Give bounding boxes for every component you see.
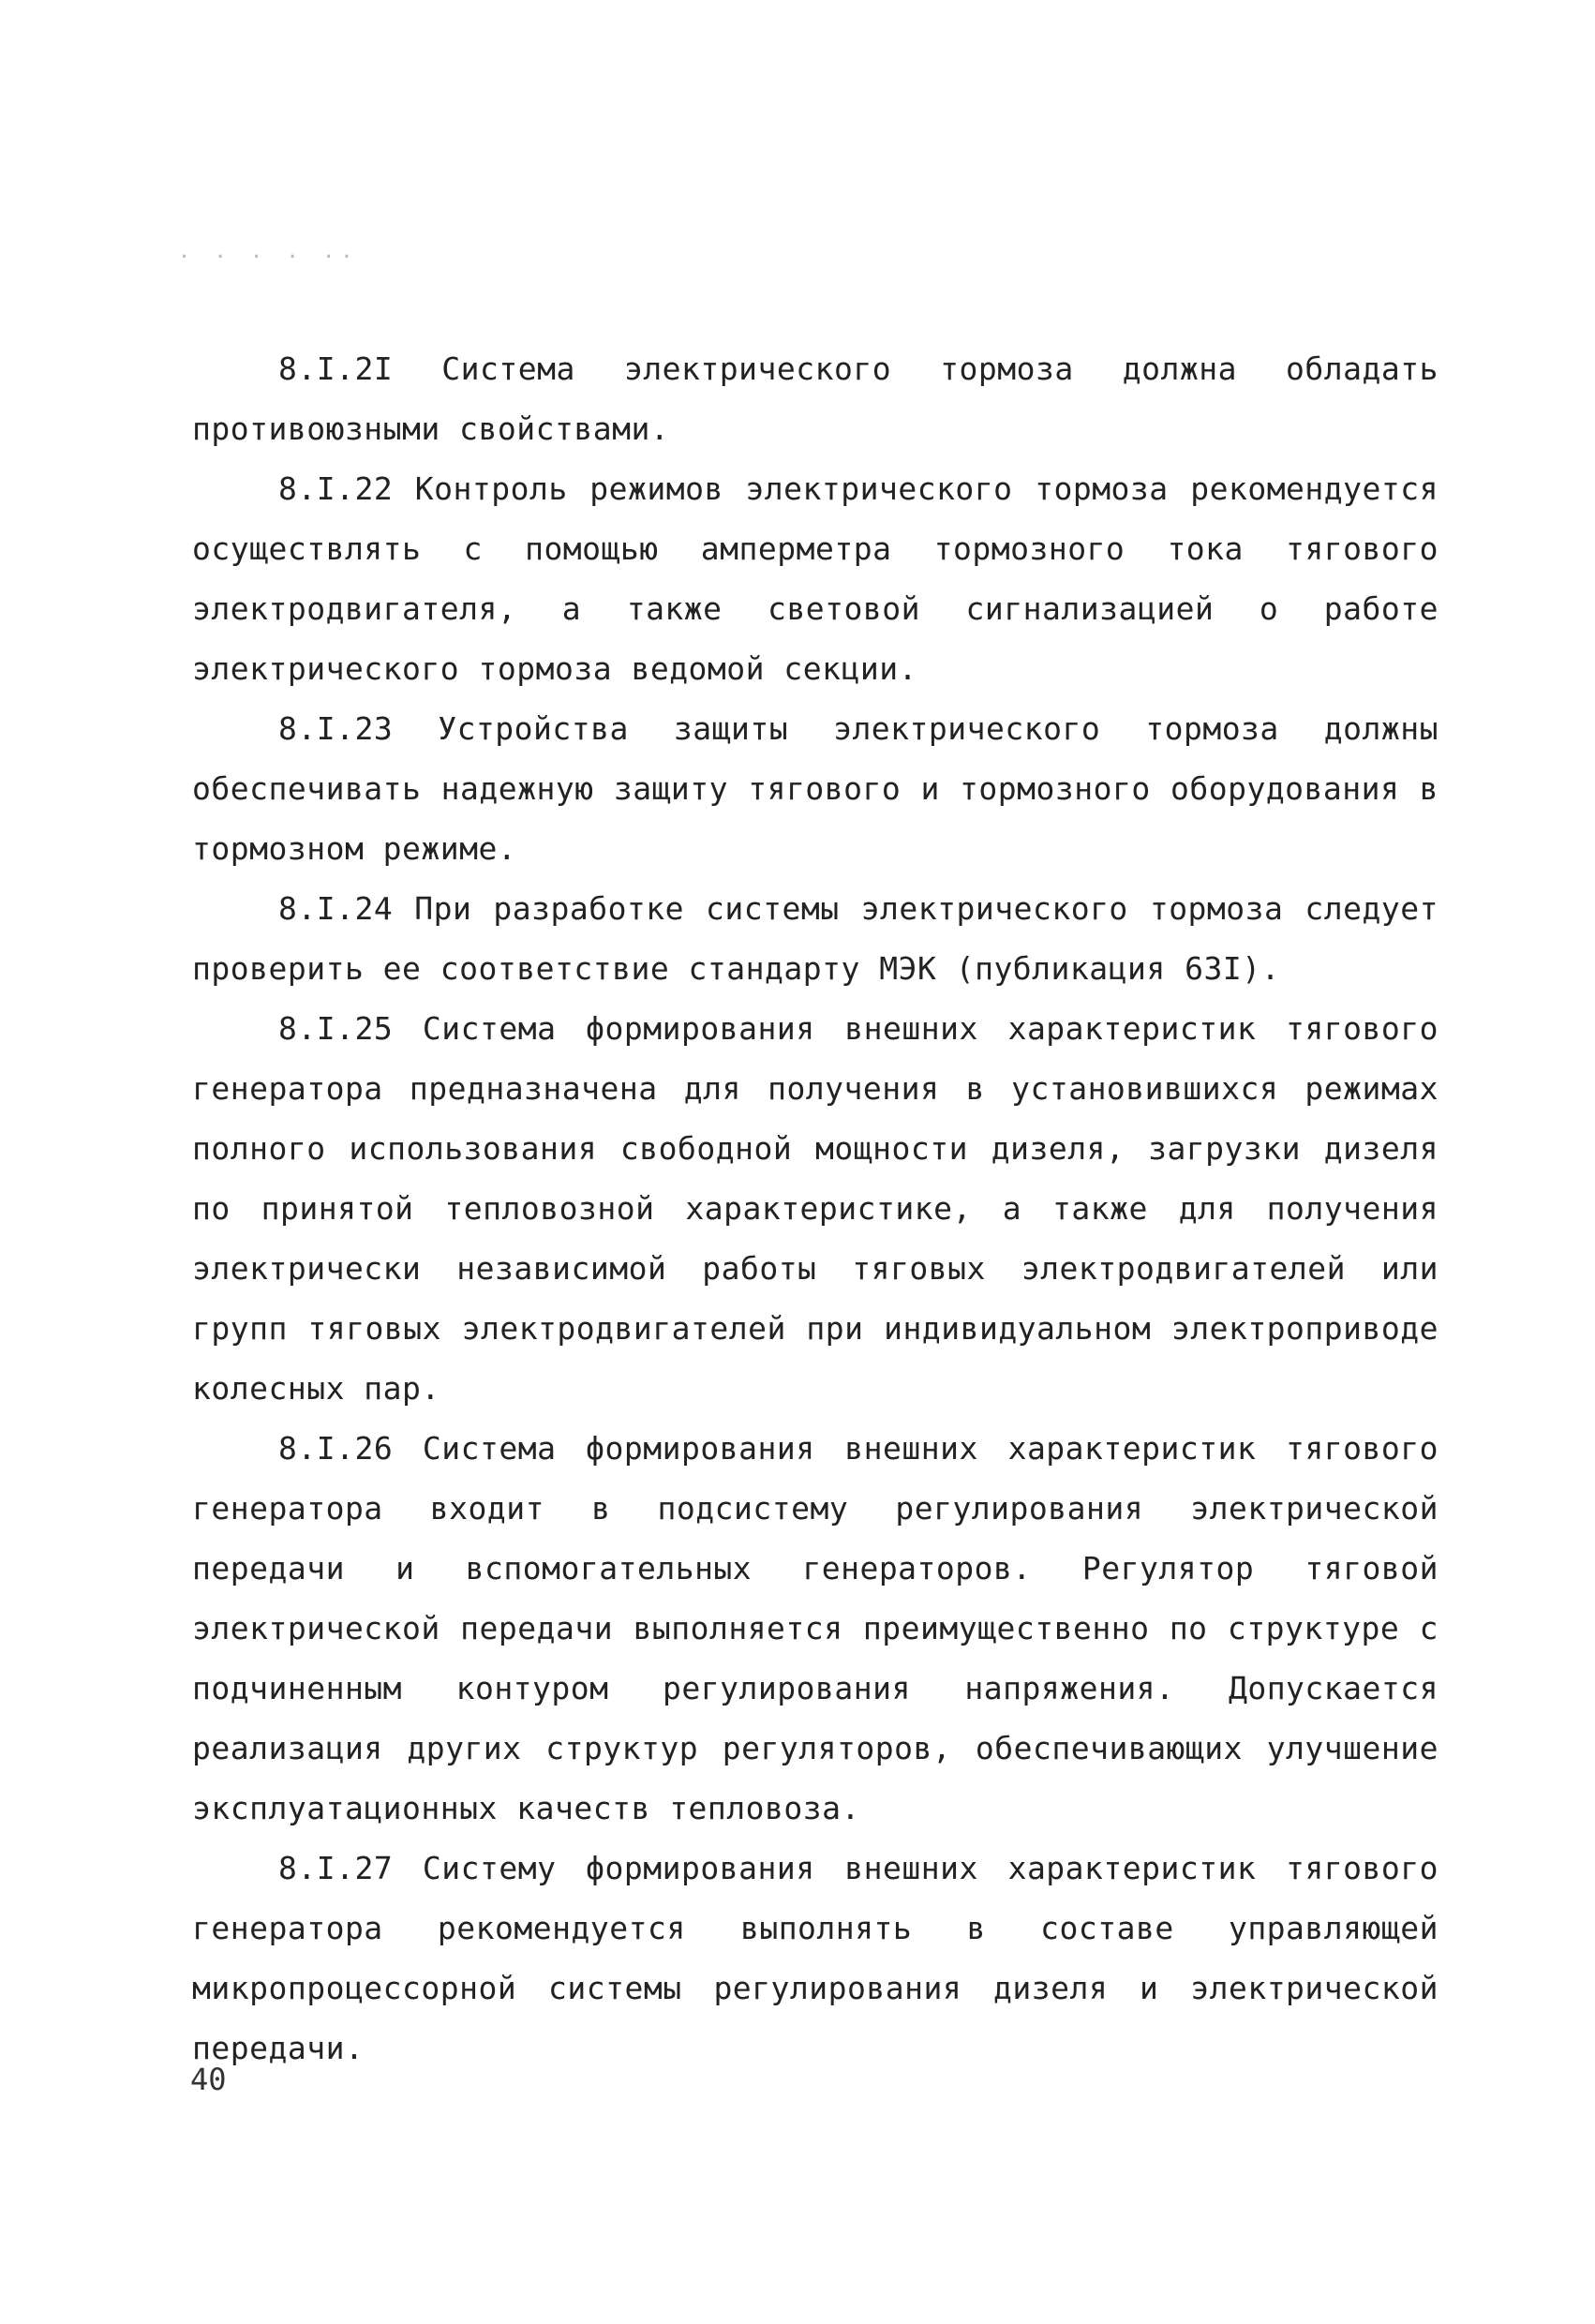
paragraph-8-1-27: 8.I.27 Систему формирования внешних характеристик тягового генератора рекомендуется выполнять в составе управляющей микропроцессорной системы регулирования дизеля и электрической передачи. [192,1850,1438,2066]
page-number: 40 [190,2062,227,2097]
paragraph-8-1-25: 8.I.25 Система формирования внешних характеристик тягового генератора предназначена для получения в установившихся режимах полного использования свободной мощности дизеля, загрузки дизеля по принятой тепловозной характеристике, а также для получения электрически независимой работы тяговых электродвигателей или групп тяговых электродвигателей при индивидуальном электроприводе колесных пар. [192,1010,1438,1407]
faint-stamp-mark: · · · · ·· [178,246,359,269]
paragraph-8-1-24: 8.I.24 При разработке системы электрического тормоза следует проверить ее соответствие стандарту МЭК (публикация 63I). [192,890,1438,987]
paragraph-8-1-23: 8.I.23 Устройства защиты электрического тормоза должны обеспечивать надежную защиту тягового и тормозного оборудования в тормозном режиме. [192,710,1438,867]
paragraph-8-1-21: 8.I.2I Система электрического тормоза должна обладать противоюзными свойствами. [192,350,1438,447]
paragraph-8-1-26: 8.I.26 Система формирования внешних характеристик тягового генератора входит в подсистему регулирования электрической передачи и вспомогательных генераторов. Регулятор тяговой электрической передачи выполняется преимущественно по структуре с подчиненным контуром регулирования напряжения. Допускается реализация других структур регуляторов, обеспечивающих улучшение эксплуатационных качеств тепловоза. [192,1430,1438,1826]
paragraph-8-1-22: 8.I.22 Контроль режимов электрического тормоза рекомендуется осуществлять с помощью амперметра тормозного тока тягового электродвигателя, а также световой сигнализацией о работе электрического тормоза ведомой секции. [192,470,1438,687]
body-text [192,339,1438,2078]
